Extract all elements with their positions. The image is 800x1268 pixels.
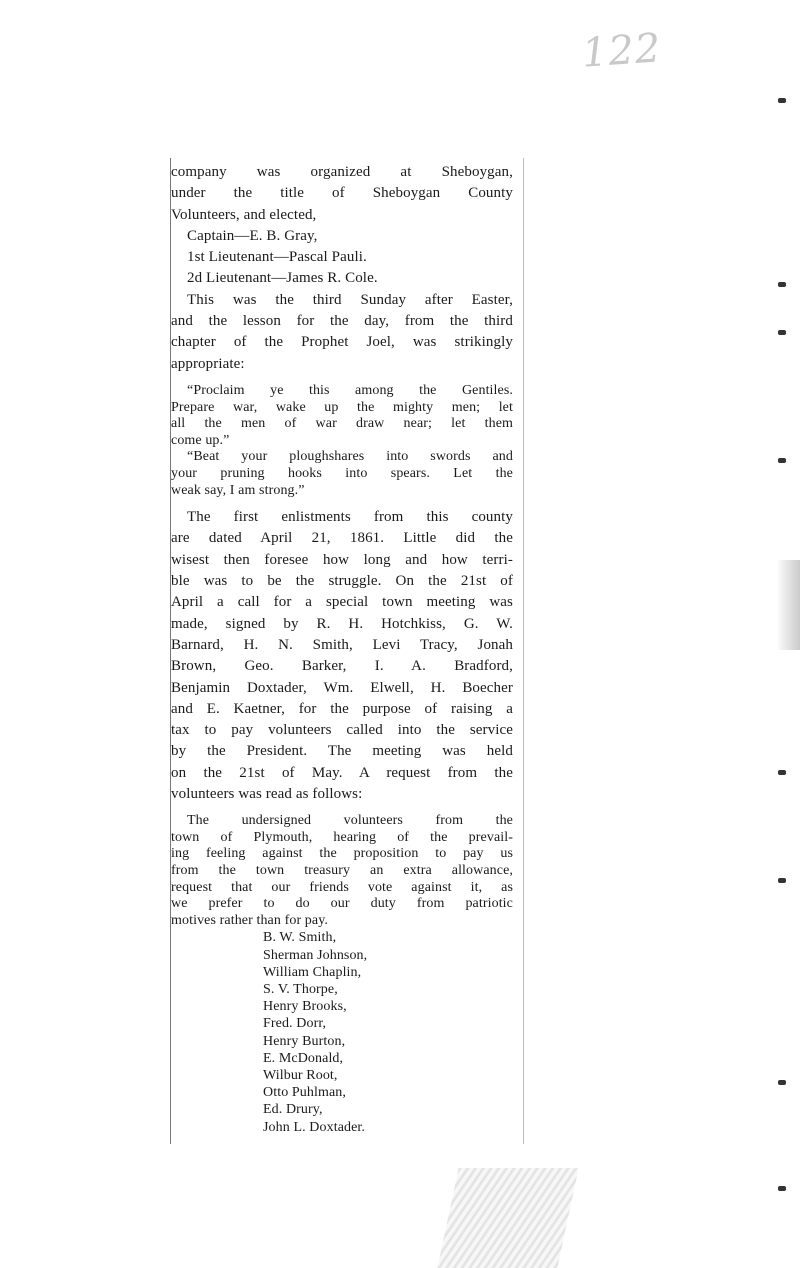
signature-name: B. W. Smith, <box>263 930 337 946</box>
page-edge-shadow <box>776 560 800 650</box>
quote-line: “Proclaim ye this among the Gentiles. <box>187 382 513 398</box>
signature-name: John L. Doxtader. <box>263 1119 366 1135</box>
text-line: appropriate: <box>171 355 245 372</box>
binding-mark <box>778 878 786 883</box>
text-line: chapter of the Prophet Joel, was strikingly <box>171 334 513 351</box>
text-line: are dated April 21, 1861. Little did the <box>171 530 513 547</box>
text-line: tax to pay volunteers called into the service <box>171 722 513 739</box>
text-line: and the lesson for the day, from the third <box>171 313 513 330</box>
quote-line: The undersigned volunteers from the <box>187 813 513 829</box>
binding-mark <box>778 1186 786 1191</box>
text-line: by the President. The meeting was held <box>171 743 513 760</box>
binding-mark <box>778 330 786 335</box>
signature-name: Fred. Dorr, <box>263 1016 327 1032</box>
signature-name: Henry Brooks, <box>263 999 347 1015</box>
quote-line: request that our friends vote against it, as <box>171 879 513 895</box>
quote-line: Prepare war, wake up the mighty men; let <box>171 399 513 415</box>
signature-name: William Chaplin, <box>263 964 362 980</box>
text-line: volunteers was read as follows: <box>171 785 363 802</box>
officer-line: 2d Lieutenant—James R. Cole. <box>187 270 378 287</box>
officer-line: 1st Lieutenant—Pascal Pauli. <box>187 249 367 266</box>
binding-mark <box>778 770 786 775</box>
volunteer-request <box>171 813 513 929</box>
signature-name: Wilbur Root, <box>263 1068 338 1084</box>
text-line: Volunteers, and elected, <box>171 206 317 223</box>
text-line: under the title of Sheboygan County <box>171 185 513 202</box>
text-line: wisest then foresee how long and how terri- <box>171 551 513 568</box>
text-line: and E. Kaetner, for the purpose of raising a <box>171 700 513 717</box>
quote-line: we prefer to do our duty from patriotic <box>171 896 513 912</box>
signature-name: Ed. Drury, <box>263 1102 323 1118</box>
scan-artifact <box>437 1168 578 1268</box>
text-line: Barnard, H. N. Smith, Levi Tracy, Jonah <box>171 636 513 653</box>
quote-line: ing feeling against the proposition to pay us <box>171 846 513 862</box>
officer-line: Captain—E. B. Gray, <box>187 227 318 244</box>
text-line: made, signed by R. H. Hotchkiss, G. W. <box>171 615 513 632</box>
quote-line: come up.” <box>171 432 230 448</box>
signature-name: E. McDonald, <box>263 1050 344 1066</box>
page-number: 122 <box>580 25 663 77</box>
text-line: The first enlistments from this county <box>187 509 513 526</box>
text-line: ble was to be the struggle. On the 21st of <box>171 573 513 590</box>
quote-line: all the men of war draw near; let them <box>171 416 513 432</box>
newspaper-clipping <box>170 158 524 1144</box>
quote-line: weak say, I am strong.” <box>171 482 305 498</box>
quote-line: your pruning hooks into spears. Let the <box>171 465 513 481</box>
text-line: This was the third Sunday after Easter, <box>187 291 513 308</box>
quote-line: “Beat your ploughshares into swords and <box>187 449 513 465</box>
text-line: Benjamin Doxtader, Wm. Elwell, H. Boecher <box>171 679 513 696</box>
signature-name: Otto Puhlman, <box>263 1085 346 1101</box>
binding-mark <box>778 458 786 463</box>
quote-line: motives rather than for pay. <box>171 912 329 928</box>
quote-line: from the town treasury an extra allowance, <box>171 863 513 879</box>
binding-mark <box>778 1080 786 1085</box>
scripture-quote-2 <box>171 449 513 499</box>
article-column <box>171 162 513 1136</box>
signature-list <box>171 929 513 1135</box>
text-line: Brown, Geo. Barker, I. A. Bradford, <box>171 658 513 675</box>
scripture-quote-1 <box>171 383 513 449</box>
signature-name: Sherman Johnson, <box>263 947 368 963</box>
signature-name: S. V. Thorpe, <box>263 982 338 998</box>
text-line: company was organized at Sheboygan, <box>171 164 513 180</box>
binding-mark <box>778 98 786 103</box>
quote-line: town of Plymouth, hearing of the prevail- <box>171 829 513 845</box>
text-line: April a call for a special town meeting was <box>171 594 513 611</box>
signature-name: Henry Burton, <box>263 1033 346 1049</box>
binding-mark <box>778 282 786 287</box>
text-line: on the 21st of May. A request from the <box>171 764 513 781</box>
